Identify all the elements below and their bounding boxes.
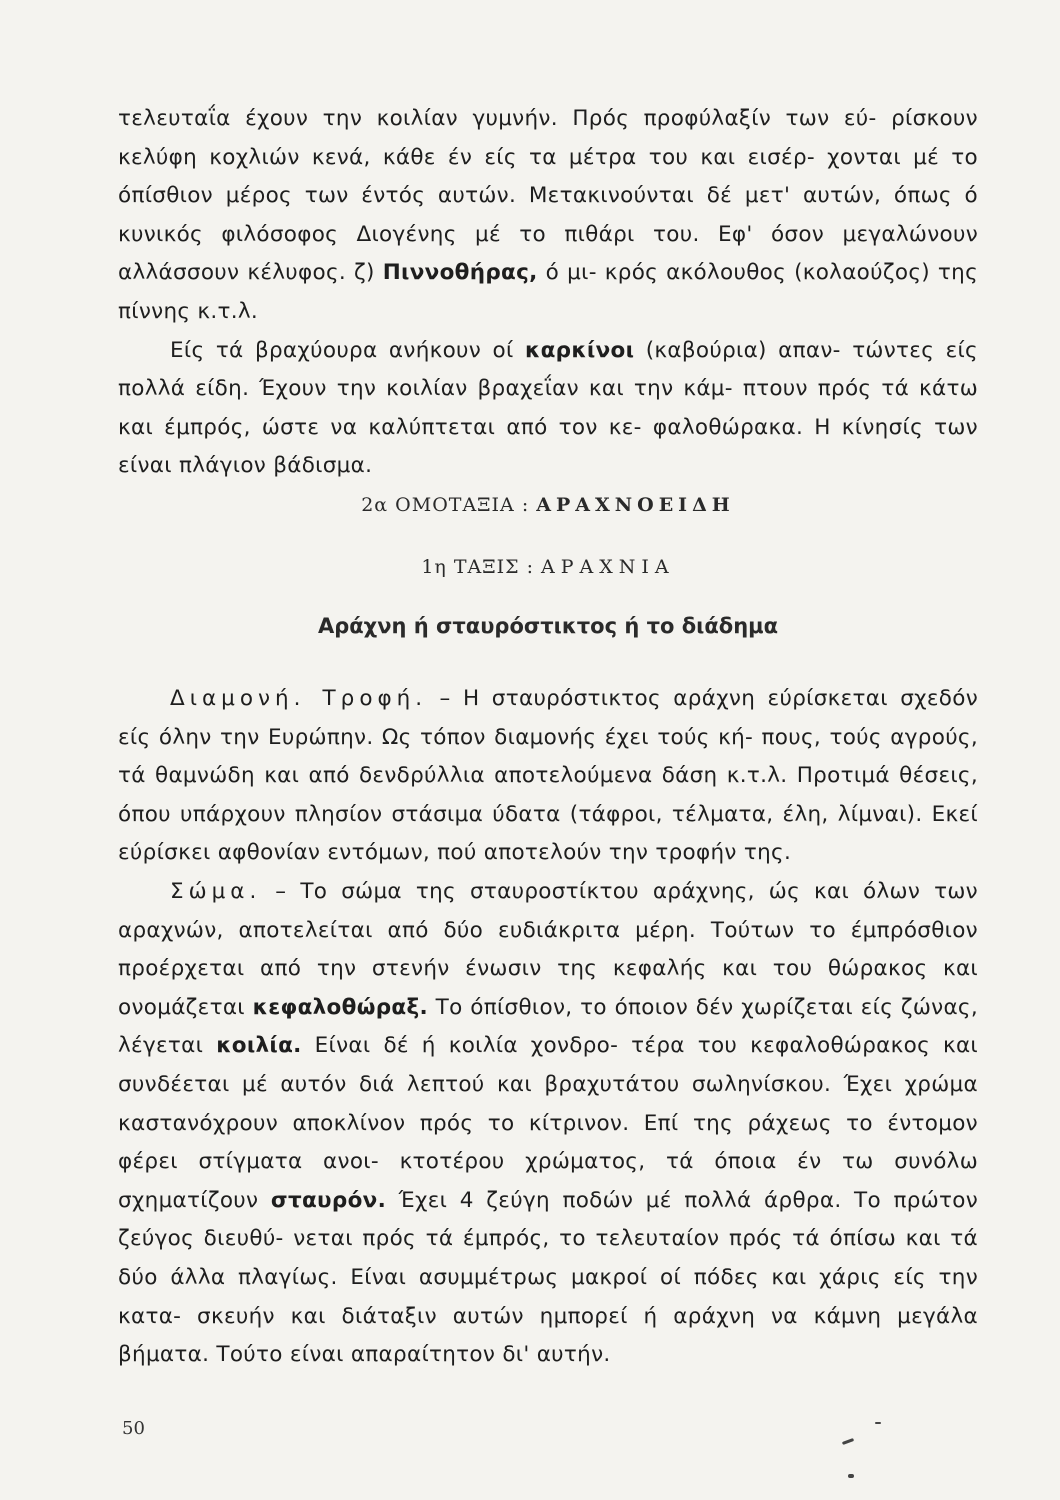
- text-line: χονται μέ το όπίσθιον μέρος των έντός αυτών. Μετακινούνται δέ: [118, 144, 978, 209]
- ink-mark: [875, 1422, 881, 1424]
- order-name: ΑΡΑΧΝΟΕΙΔΗ: [536, 494, 735, 516]
- section-text: Το όπίσθιον, το όποιον δέν χωρίζεται είς ζώνας, λέγεται: [118, 994, 978, 1059]
- order-prefix: 2α ΟΜΟΤΑΞΙΑ :: [361, 494, 530, 516]
- text-line: μετ' αυτών, όπως ό κυνικός φιλόσοφος Διογένης μέ το πιθάρι του.: [118, 183, 978, 247]
- text-line: πτουν πρός τά κάτω και έμπρός, ώστε να καλύπτεται από τον κε-: [118, 376, 979, 440]
- text-line: Εφ' όσον μεγαλώνουν αλλάσσουν κέλυφος. ζ): [118, 221, 979, 286]
- text-line: κρός ακόλουθος (κολαούζος) της πίννης κ.τ.λ.: [118, 260, 979, 324]
- section-lead-body: Σώμα.: [170, 878, 262, 904]
- class-name: ΑΡΑΧΝΙΑ: [541, 556, 675, 578]
- text-fragment: (καβούρια) απαν-: [645, 337, 841, 363]
- paragraph-brachyura: [118, 332, 978, 486]
- order-heading: [118, 494, 978, 516]
- text-fragment: Είς τά βραχύουρα ανήκουν οί: [170, 337, 514, 363]
- class-heading: [118, 556, 978, 578]
- ink-mark: [848, 1474, 854, 1478]
- section-text: – Το σώμα της σταυροστίκτου αράχνης, ώς και όλων των αραχνών, αποτελείται από δύο ευδιάκριτα μέρη. Τούτων το έμπρόσθιον προέρχεται από την στενήν ένωσιν της κεφαλής και του θώρακος και ονομάζεται: [118, 878, 978, 1020]
- paragraph-continuation: [118, 100, 978, 332]
- term-stavron: σταυρόν.: [270, 1187, 387, 1213]
- section-body: [118, 873, 978, 1375]
- species-text-block: [118, 680, 978, 1375]
- section-text: Είναι δέ ή κοιλία χονδρο- τέρα του κεφαλοθώρακος και συνδέεται μέ αυτόν διά λεπτού και βραχυτάτου σωληνίσκου. Έχει χρώμα καστανόχρουν αποκλίνον πρός το κίτρινον. Επί της ράχεως το έντομον φέρει στίγματα ανοι- κτοτέρου χρώματος, τά όποια έν τω συνόλω σχηματίζουν: [118, 1033, 979, 1213]
- section-habitat: [118, 680, 978, 873]
- section-text: – Η σταυρόστικτος αράχνη εύρίσκεται σχεδόν είς όλην την Ευρώπην. Ως τόπον διαμονής έχει τούς κή- πους, τούς αγρούς, τά θαμνώδη και από δενδρύλλια αποτελούμενα δάση κ.τ.λ. Προτιμά θέσεις, όπου υπάρχουν πλησίον στάσιμα ύδατα (τάφροι, τέλματα, έλη, λίμναι). Εκεί εύρίσκει αφθονίαν εντόμων, πού αποτελούν την τροφήν της.: [118, 686, 978, 866]
- species-title: Αράχνη ή σταυρόστικτος ή το διάδημα: [317, 614, 779, 638]
- page-number: 50: [122, 1418, 145, 1439]
- term-kefalothorax: κεφαλοθώραξ.: [252, 994, 428, 1020]
- class-prefix: 1η ΤΑΞΙΣ :: [421, 556, 534, 578]
- text-line: τελευταΐα έχουν την κοιλίαν γυμνήν. Πρός προφύλαξίν των εύ-: [118, 106, 877, 131]
- term-karkinoi: καρκίνοι: [525, 337, 635, 363]
- text-line: τώντες είς πολλά είδη. Έχουν την κοιλίαν βραχεΐαν και την κάμ-: [118, 337, 978, 402]
- section-lead-habitat: Διαμονή. Τροφή.: [170, 686, 428, 711]
- term-koilia: κοιλία.: [216, 1033, 302, 1059]
- section-text: Έχει 4 ζεύγη ποδών μέ πολλά άρθρα. Το πρώτον ζεύγος διευθύ- νεται πρός τά έμπρός, το τελευταίον πρός τά όπίσω και τά δύο άλλα πλαγίως. Είναι ασυμμέτρως μακροί οί πόδες και χάρις είς την κατα- σκευήν και διάταξιν αυτών ημπορεί ή αράχνη να κάμνη μεγάλα βήματα. Τούτο είναι απαραίτητον δι' αυτήν.: [118, 1187, 979, 1368]
- text-line: φαλοθώρακα. Η κίνησίς των είναι πλάγιον βάδισμα.: [118, 414, 978, 479]
- text-fragment: ό μι-: [545, 260, 597, 286]
- term-pinnotheras: Πιννοθήρας,: [382, 260, 538, 286]
- top-text-block: [118, 100, 978, 486]
- ink-mark: [842, 1438, 854, 1445]
- text-line: ρίσκουν κελύφη κοχλιών κενά, κάθε έν είς τα μέτρα του και εισέρ-: [118, 106, 978, 170]
